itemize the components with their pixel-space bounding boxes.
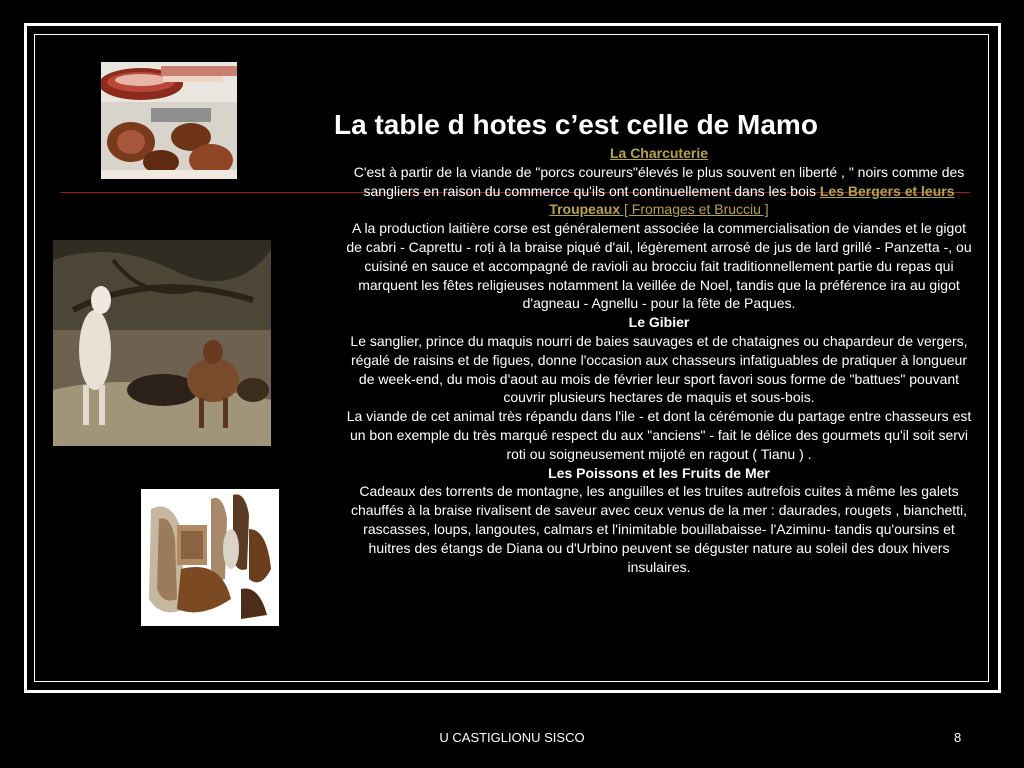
- gibier-paragraph-2: La viande de cet animal très répandu dans l'ile - et dont la cérémonie du partage entre chasseurs est un bon exemple du très marqué respect du aux "anciens" - fait le délice des gourmets qu'il soit servi roti ou soigneusement mijoté en ragout ( Tianu ) .: [346, 408, 972, 462]
- charcuterie-paragraph: [344, 163, 974, 219]
- footer-title: U CASTIGLIONU SISCO: [439, 730, 585, 745]
- page-number: 8: [954, 730, 962, 745]
- gibier-paragraph-1: Le sanglier, prince du maquis nourri de baies sauvages et de chataignes ou chapardeur de vergers, régalé de raisins et de figues, donne l'occasion aux chasseurs infatiguables de pratiquer à longueur de week-end, du mois d'aout au mois de février leur sport favori sous forme de "battues" pouvant couvrir plusieurs hectares de maquis et sous-bois.: [350, 332, 968, 406]
- charcuterie-heading-link[interactable]: La Charcuterie: [609, 145, 709, 161]
- cabri-paragraph: A la production laitière corse est généralement associée la commercialisation de viandes et le gigot de cabri - Caprettu - roṭi à la braise piqué d'ail, légèrement arrosé de jus de lard grillé - Panzetta -, ou cuisiné en sauce et accompagné de ravioli au brocciu fait traditionnellement partie du repas qui marquent les fêtes religieuses notamment la veillée de Noel, tandis que la préférence ira au gigot d'agneau - Agnellu - pour la fête de Paques.: [346, 220, 972, 312]
- bergers-troupeaux-link[interactable]: Les Bergers et leurs Troupeaux: [549, 182, 955, 218]
- poissons-heading: Les Poissons et les Fruits de Mer: [548, 464, 770, 481]
- poissons-paragraph: Cadeaux des torrents de montagne, les anguilles et les truites autrefois cuites à même les galets chauffés à la braise rivalisent de saveur avec ceux venus de la mer : daurades, rougets , bianchetti, rascasses, loups, langoutes, calmars et l'inimitable bouillabaisse- l'Aziminu- tandis qu'oursins et huitres des étangs de Diana ou d'Urbino peuvent se déguster nature au soleil des doux hivers insulaires.: [350, 483, 968, 575]
- charcuterie-products-photo: [141, 489, 279, 626]
- gibier-heading: Le Gibier: [628, 314, 690, 331]
- slide-title: La table d hotes c’est celle de Mamo: [334, 109, 818, 140]
- ham-photo: [101, 62, 237, 179]
- fromages-brucciu-link[interactable]: [ Fromages et Brucciu ]: [620, 201, 769, 218]
- charcuterie-text: C'est à partir de la viande de "porcs coureurs"élevés le plus souvent en liberté , " noirs comme des sangliers en raison du commerce qu'ils ont continuellement dans les bois: [353, 163, 965, 199]
- slide-body: [334, 108, 974, 576]
- goats-photo: [53, 240, 271, 446]
